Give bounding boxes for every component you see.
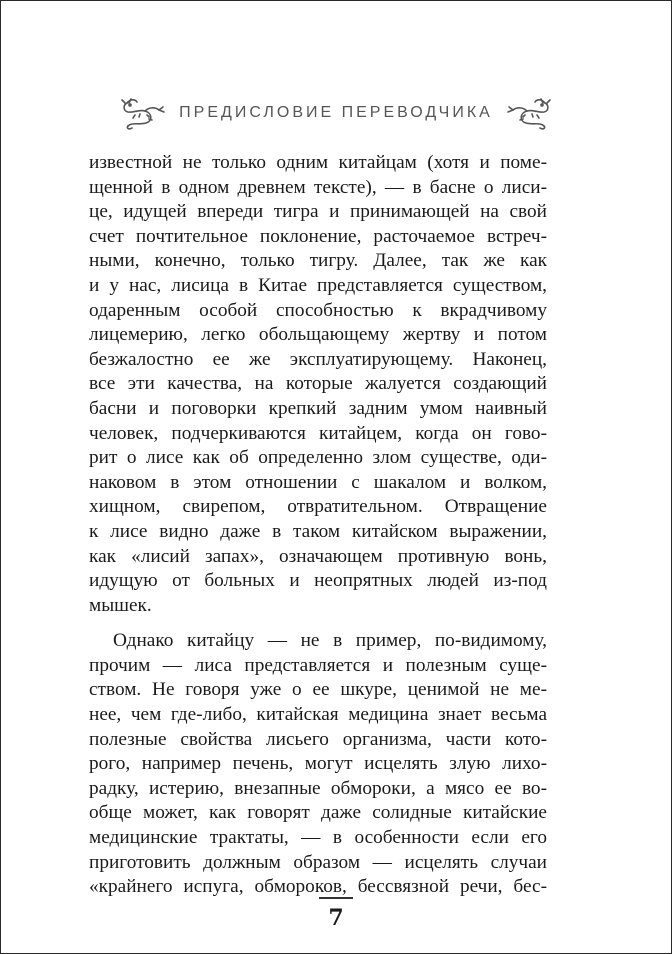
- text-line: рит о лисе как об определенно злом существе, оди-: [89, 447, 547, 469]
- text-line: Однако китайцу — не в пример, по-видимому,: [113, 630, 547, 652]
- text-line: радку, истерию, внезапные обмороки, а мясо ее во-: [89, 777, 547, 799]
- text-line: идущую от больных и неопрятных людей из-под: [89, 570, 547, 592]
- text-line: безжалостно ее же эксплуатирующему. Наконец,: [89, 348, 547, 370]
- text-line: полезные свойства лисьего организма, части кото-: [89, 728, 547, 750]
- text-line: все эти качества, на которые жалуется создающий: [89, 373, 547, 395]
- text-line: ством. Не говоря уже о ее шкуре, ценимой не ме-: [89, 679, 547, 701]
- text-line: хищном, свирепом, отвратительном. Отвращение: [89, 496, 547, 518]
- text-line: «крайнего испуга, обмороков, бессвязной речи, бес-: [89, 876, 547, 898]
- text-line: ными, конечно, только тигру. Далее, так же как: [89, 250, 547, 272]
- dragon-ornament-right-icon: [505, 95, 553, 131]
- text-line: рого, например печень, могут исцелять злую лихо-: [89, 753, 547, 775]
- text-line: мышек.: [89, 594, 152, 616]
- text-line: лицемерию, легко обольщающему жертву и потом: [89, 324, 547, 346]
- paragraph-2: [89, 629, 547, 900]
- text-line: известной не только одним китайцам (хотя и поме-: [89, 152, 547, 173]
- text-line: человек, подчеркиваются китайцем, когда он гово-: [89, 422, 547, 444]
- dragon-ornament-left-icon: [119, 95, 167, 131]
- text-line: как «лисий запах», означающем противную вонь,: [89, 545, 547, 567]
- header-title: ПРЕДИСЛОВИЕ ПЕРЕВОДЧИКА: [179, 104, 493, 121]
- page-footer: [1, 897, 671, 931]
- body-text: [89, 151, 547, 900]
- page-number: 7: [328, 905, 344, 931]
- text-line: щенной в одном древнем тексте), — в басне о лиси-: [89, 176, 547, 198]
- text-line: обще может, как говорят даже солидные китайские: [89, 802, 547, 824]
- text-line: наковом в этом отношении с шакалом и волком,: [89, 471, 547, 493]
- text-line: к лисе видно даже в таком китайском выражении,: [89, 520, 547, 542]
- text-line: и у нас, лисица в Китае представляется существом,: [89, 274, 547, 296]
- text-line: одаренным особой способностью к вкрадчивому: [89, 299, 547, 321]
- running-header: [1, 93, 671, 133]
- text-line: приготовить должным образом — исцелять случаи: [89, 851, 547, 873]
- footer-rule: [319, 897, 353, 899]
- text-line: це, идущей впереди тигра и принимающей на свой: [89, 201, 547, 223]
- text-line: прочим — лиса представляется и полезным суще-: [89, 654, 547, 676]
- text-line: медицинские трактаты, — в особенности если его: [89, 827, 547, 849]
- text-line: счет почтительное поклонение, расточаемое встреч-: [89, 225, 547, 247]
- text-line: нее, чем где-либо, китайская медицина знает весьма: [89, 704, 547, 726]
- paragraph-1: [89, 151, 547, 618]
- text-line: басни и поговорки крепкий задним умом наивный: [89, 397, 547, 419]
